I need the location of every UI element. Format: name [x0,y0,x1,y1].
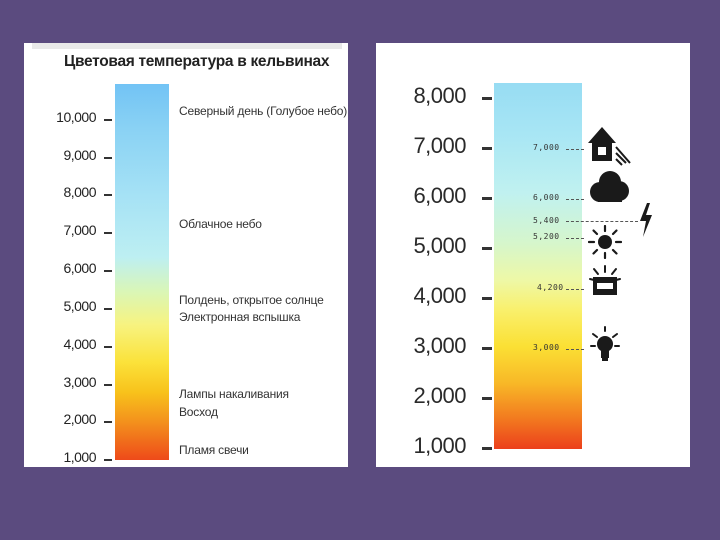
left-tick-mark [104,232,112,234]
shade-house-icon [586,123,632,167]
left-tick-3000: 3,000 [63,374,96,390]
right-tick-4000: 4,000 [413,283,466,308]
left-tick-mark [104,346,112,348]
left-tick-mark [104,459,112,461]
right-tick-7000: 7,000 [413,133,466,158]
marker-4200: 4,200 [537,283,564,292]
annotation-cloudy-sky: Облачное небо [179,217,262,231]
right-tick-6000: 6,000 [413,183,466,208]
left-tick-mark [104,119,112,121]
marker-6000: 6,000 [533,193,560,202]
left-temperature-gradient-bar [115,84,169,460]
leader-5200 [566,238,584,239]
right-color-temperature-panel [376,43,690,467]
left-tick-mark [104,194,112,196]
annotation-electronic-flash: Электронная вспышка [179,310,301,324]
left-tick-mark [104,270,112,272]
flash-icon [638,203,654,237]
right-tick-2000: 2,000 [413,383,466,408]
leader-6000 [566,199,584,200]
cloud-icon [588,170,630,204]
annotation-north-sky: Северный день (Голубое небо) [179,104,348,118]
marker-3000: 3,000 [533,343,560,352]
leader-4200 [566,289,584,290]
right-tick-mark [482,397,492,400]
leader-5400 [566,221,638,222]
annotation-noon-sun: Полдень, открытое солнце [179,293,324,307]
annotation-candle-flame: Пламя свечи [179,443,249,457]
left-tick-2000: 2,000 [63,411,96,427]
title-strip [32,43,342,49]
fluorescent-lamp-icon [589,265,621,299]
left-tick-mark [104,384,112,386]
right-tick-mark [482,97,492,100]
annotation-sunrise: Восход [179,405,218,419]
marker-5400: 5,400 [533,216,560,225]
left-tick-1000: 1,000 [63,449,96,465]
right-tick-mark [482,197,492,200]
right-tick-3000: 3,000 [413,333,466,358]
right-tick-mark [482,147,492,150]
right-tick-mark [482,347,492,350]
left-tick-8000: 8,000 [63,184,96,200]
left-tick-10000: 10,000 [56,109,96,125]
left-color-temperature-panel [24,43,348,467]
right-tick-1000: 1,000 [413,433,466,458]
right-tick-mark [482,447,492,450]
annotation-incandescent-lamps: Лампы накаливания [179,387,289,401]
marker-7000: 7,000 [533,143,560,152]
marker-5200: 5,200 [533,232,560,241]
left-tick-mark [104,157,112,159]
left-tick-5000: 5,000 [63,298,96,314]
right-tick-mark [482,247,492,250]
right-tick-5000: 5,000 [413,233,466,258]
light-bulb-icon [590,326,620,362]
left-tick-9000: 9,000 [63,147,96,163]
right-tick-8000: 8,000 [413,83,466,108]
left-tick-6000: 6,000 [63,260,96,276]
left-tick-mark [104,308,112,310]
right-tick-mark [482,297,492,300]
left-tick-7000: 7,000 [63,222,96,238]
leader-7000 [566,149,584,150]
left-chart-title: Цветовая температура в кельвинах [64,53,330,70]
left-tick-mark [104,421,112,423]
left-tick-4000: 4,000 [63,336,96,352]
sun-icon [588,225,622,259]
leader-3000 [566,349,584,350]
right-temperature-gradient-bar [494,83,582,449]
